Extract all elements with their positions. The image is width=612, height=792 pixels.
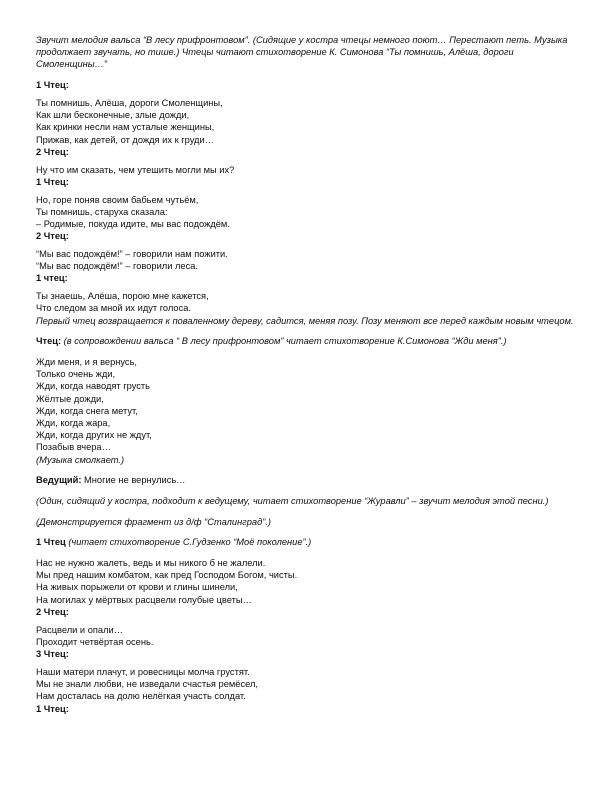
verse-line: Наши матери плачут, и ровесницы молча грустят. [36,666,250,677]
stage-direction: (Музыка смолкает.) [36,454,125,465]
speaker-label: 1 чтец: [36,273,68,284]
verse-block [36,164,581,176]
speaker-label: 2 Чтец: [36,231,69,242]
document-page [36,34,581,715]
verse-line: Ты помнишь, старуха сказала: [36,206,168,217]
stage-direction: (в сопровождении вальса “ В лесу прифронтовом” читает стихотворение К.Симонова “Жди меня”.) [63,336,507,347]
verse-line: Что следом за мной их идут голоса. [36,303,191,314]
verse-line: Ну что им сказать, чем утешить могли мы их? [36,164,235,175]
verse-block [36,290,581,314]
verse-line: Расцвели и опали… [36,624,123,635]
stage-direction: (Демонстрируется фрагмент из д/ф “Сталинград”.) [36,516,272,527]
verse-line: Ты знаешь, Алёша, порою мне кажется, [36,291,209,302]
verse-line: Жди меня, и я вернусь, [36,356,138,367]
verse-line: Нам досталась на долю нелёгкая участь солдат. [36,691,246,702]
speaker-label: 2 Чтец: [36,146,69,157]
verse-line: Проходит четвёртая осень. [36,636,154,647]
speaker-label: 1 Чтец: [36,176,69,187]
stage-direction: (Один, сидящий у костра, подходит к ведущему, читает стихотворение “Журавли” – звучит мелодия этой песни.) [36,495,549,506]
verse-block [36,97,581,146]
verse-line: Жди, когда снега метут, [36,405,138,416]
verse-line: Но, горе поняв своим бабьем чутьём, [36,194,199,205]
speaker-label: 1 Чтец: [36,703,69,714]
verse-line: Мы не знали любви, не изведали счастья ремёсел, [36,679,258,690]
verse-line: Жди, когда других не ждут, [36,430,152,441]
host-line [36,474,581,486]
verse-line: Как кринки несли нам усталые женщины, [36,122,215,133]
verse-block [36,557,581,606]
verse-line: Жёлтые дожди, [36,393,104,404]
speaker-line [36,536,581,548]
host-label: Ведущий: [36,475,82,486]
speaker-label: 1 Чтец: [36,80,69,91]
verse-block [36,248,581,272]
verse-line: Прижав, как детей, от дождя их к груди… [36,134,214,145]
speaker-label: 1 Чтец [36,537,66,548]
verse-block [36,624,581,648]
host-text: Многие не вернулись… [84,475,186,486]
speaker-line [36,335,581,347]
verse-line: Жди, когда жара, [36,417,111,428]
verse-line: Мы пред нашим комбатом, как пред Господом Богом, чисты. [36,570,298,581]
verse-line: – Родимые, покуда идите, мы вас подождём. [36,218,230,229]
verse-line: Только очень жди, [36,369,116,380]
verse-line: Нас не нужно жалеть, ведь и мы никого б не жалели. [36,558,266,569]
speaker-label: 2 Чтец: [36,606,69,617]
stage-direction: Звучит мелодия вальса “В лесу прифронтовом”. (Сидящие у костра чтецы немного поют… Перестают петь. Музыка продолжает звучать, но тише.) Чтецы читают стихотворение К. Симонова “Ты помнишь, Алёша, дороги Смоленщины…” [36,35,568,70]
speaker-label: 3 Чтец: [36,649,69,660]
verse-line: “Мы вас подождём!” – говорили нам пожити. [36,248,228,259]
verse-line: На могилах у мёртвых расцвели голубые цветы… [36,594,252,605]
verse-line: Как шли бесконечные, злые дожди, [36,110,190,121]
verse-block [36,194,581,231]
verse-line: Позабыв вчера… [36,442,111,453]
verse-block [36,666,581,703]
verse-line: Ты помнишь, Алёша, дороги Смоленщины, [36,97,223,108]
speaker-label: Чтец: [36,336,62,347]
verse-block [36,356,581,454]
verse-line: На живых порыжели от крови и глины шинели, [36,582,238,593]
stage-direction: (читает стихотворение С.Гудзенко “Моё поколение”.) [68,537,312,548]
verse-line: “Мы вас подождём!” – говорили леса. [36,261,198,272]
stage-direction: Первый чтец возвращается к поваленному дереву, садится, меняя позу. Позу меняют все перед каждым новым чтецом. [36,315,574,326]
verse-line: Жди, когда наводят грусть [36,381,151,392]
